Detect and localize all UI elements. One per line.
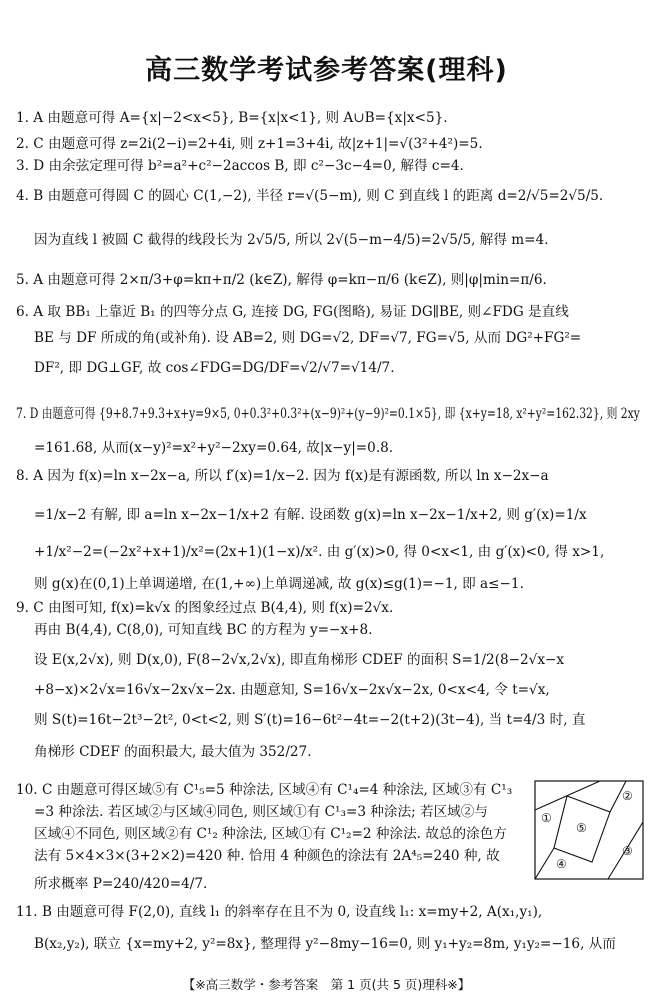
page-footer: 【※高三数学・参考答案 第 1 页(共 5 页)理科※】 bbox=[182, 977, 471, 992]
answer-line: 8. A 因为 f(x)=ln x−2x−a, 所以 f′(x)=1/x−2. 因为 f(x)是有源函数, 所以 ln x−2x−a bbox=[16, 468, 549, 484]
answer-line: 则 g(x)在(0,1)上单调递增, 在(1,+∞)上单调递减, 故 g(x)≤g(1)=−1, 即 a≤−1. bbox=[34, 576, 524, 592]
answer-line: B(x₂,y₂), 联立 {x=my+2, y²=8x}, 整理得 y²−8my−16=0, 则 y₁+y₂=8m, y₁y₂=−16, 从而 bbox=[34, 936, 616, 952]
answer-line: BE 与 DF 所成的角(或补角). 设 AB=2, 则 DG=√2, DF=√7, FG=√5, 从而 DG²+FG²= bbox=[34, 330, 582, 346]
answer-line: =1/x−2 有解, 即 a=ln x−2x−1/x+2 有解. 设函数 g(x)=ln x−2x−1/x+2, 则 g′(x)=1/x bbox=[34, 507, 587, 523]
answer-line: 因为直线 l 被圆 C 截得的线段长为 2√5/5, 所以 2√(5−m−4/5)=2√5/5, 解得 m=4. bbox=[34, 232, 549, 248]
answer-line: 再由 B(4,4), C(8,0), 可知直线 BC 的方程为 y=−x+8. bbox=[34, 622, 373, 638]
answer-line: 5. A 由题意可得 2×π/3+φ=kπ+π/2 (k∈Z), 解得 φ=kπ−π/6 (k∈Z), 则|φ|min=π/6. bbox=[16, 272, 547, 288]
answer-line: 区域④不同色, 则区域②有 C¹₂ 种涂法, 区域①有 C¹₂=2 种涂法. 故总的涂色方 bbox=[34, 826, 507, 842]
region-label-5: ⑤ bbox=[576, 821, 587, 835]
region-label-3: ③ bbox=[622, 844, 633, 858]
answer-line: 4. B 由题意可得圆 C 的圆心 C(1,−2), 半径 r=√(5−m), 则 C 到直线 l 的距离 d=2/√5=2√5/5. bbox=[16, 188, 604, 204]
answer-line: 设 E(x,2√x), 则 D(x,0), F(8−2√x,2√x), 即直角梯形 CDEF 的面积 S=1/2(8−2√x−x bbox=[34, 652, 565, 668]
region-label-2: ② bbox=[622, 789, 633, 803]
answer-line: 10. C 由题意可得区域⑤有 C¹₅=5 种涂法, 区域④有 C¹₄=4 种涂法, 区域③有 C¹₃ bbox=[16, 782, 513, 798]
answer-line: 则 S(t)=16t−2t³−2t², 0<t<2, 则 S′(t)=16−6t²−4t=−2(t+2)(3t−4), 当 t=4/3 时, 直 bbox=[34, 712, 586, 728]
answer-line: =161.68, 从而(x−y)²=x²+y²−2xy=0.64, 故|x−y|=0.8. bbox=[34, 440, 394, 456]
page-title: 高三数学考试参考答案(理科) bbox=[145, 55, 508, 86]
answer-line: 6. A 取 BB₁ 上靠近 B₁ 的四等分点 G, 连接 DG, FG(图略), 易证 DG∥BE, 则∠FDG 是直线 bbox=[16, 304, 569, 320]
answer-line: +8−x)×2√x=16√x−2x√x−2x. 由题意知, S=16√x−2x√x−2x, 0<x<4, 令 t=√x, bbox=[34, 682, 550, 698]
answer-line: 1. A 由题意可得 A={x|−2<x<5}, B={x|x<1}, 则 A∪B={x|x<5}. bbox=[16, 110, 448, 126]
answer-line: 11. B 由题意可得 F(2,0), 直线 l₁ 的斜率存在且不为 0, 设直线 l₁: x=my+2, A(x₁,y₁), bbox=[16, 904, 543, 920]
answer-line: 9. C 由图可知, f(x)=k√x 的图象经过点 B(4,4), 则 f(x)=2√x. bbox=[16, 600, 394, 616]
answer-line: DF², 即 DG⊥GF, 故 cos∠FDG=DG/DF=√2/√7=√14/7. bbox=[34, 360, 395, 376]
answer-line: 7. D 由题意可得 {9+8.7+9.3+x+y=9×5, 0+0.3²+0.3²+(x−9)²+(y−9)²=0.1×5}, 即 {x+y=18, x²+y²=162.32}, 则 2xy bbox=[16, 406, 640, 422]
answer-line: =3 种涂法. 若区域②与区域④同色, 则区域①有 C¹₃=3 种涂法; 若区域②与 bbox=[34, 804, 488, 820]
region-label-4: ④ bbox=[556, 857, 567, 871]
answer-line: 法有 5×4×3×(3+2×2)=420 种. 恰用 4 种颜色的涂法有 2A⁴₅=240 种, 故 bbox=[34, 848, 500, 864]
answer-line: 2. C 由题意可得 z=2i(2−i)=2+4i, 则 z+1=3+4i, 故|z+1|=√(3²+4²)=5. bbox=[16, 136, 483, 152]
answer-line: 所求概率 P=240/420=4/7. bbox=[34, 876, 208, 892]
answer-line: 3. D 由余弦定理可得 b²=a²+c²−2accos B, 即 c²−3c−4=0, 解得 c=4. bbox=[16, 158, 464, 174]
answer-line: +1/x²−2=(−2x²+x+1)/x²=(2x+1)(1−x)/x². 由 g′(x)>0, 得 0<x<1, 由 g′(x)<0, 得 x>1, bbox=[34, 544, 605, 560]
region-label-1: ① bbox=[541, 811, 552, 825]
answer-line: 角梯形 CDEF 的面积最大, 最大值为 352/27. bbox=[34, 744, 312, 760]
region-coloring-figure bbox=[534, 780, 644, 880]
